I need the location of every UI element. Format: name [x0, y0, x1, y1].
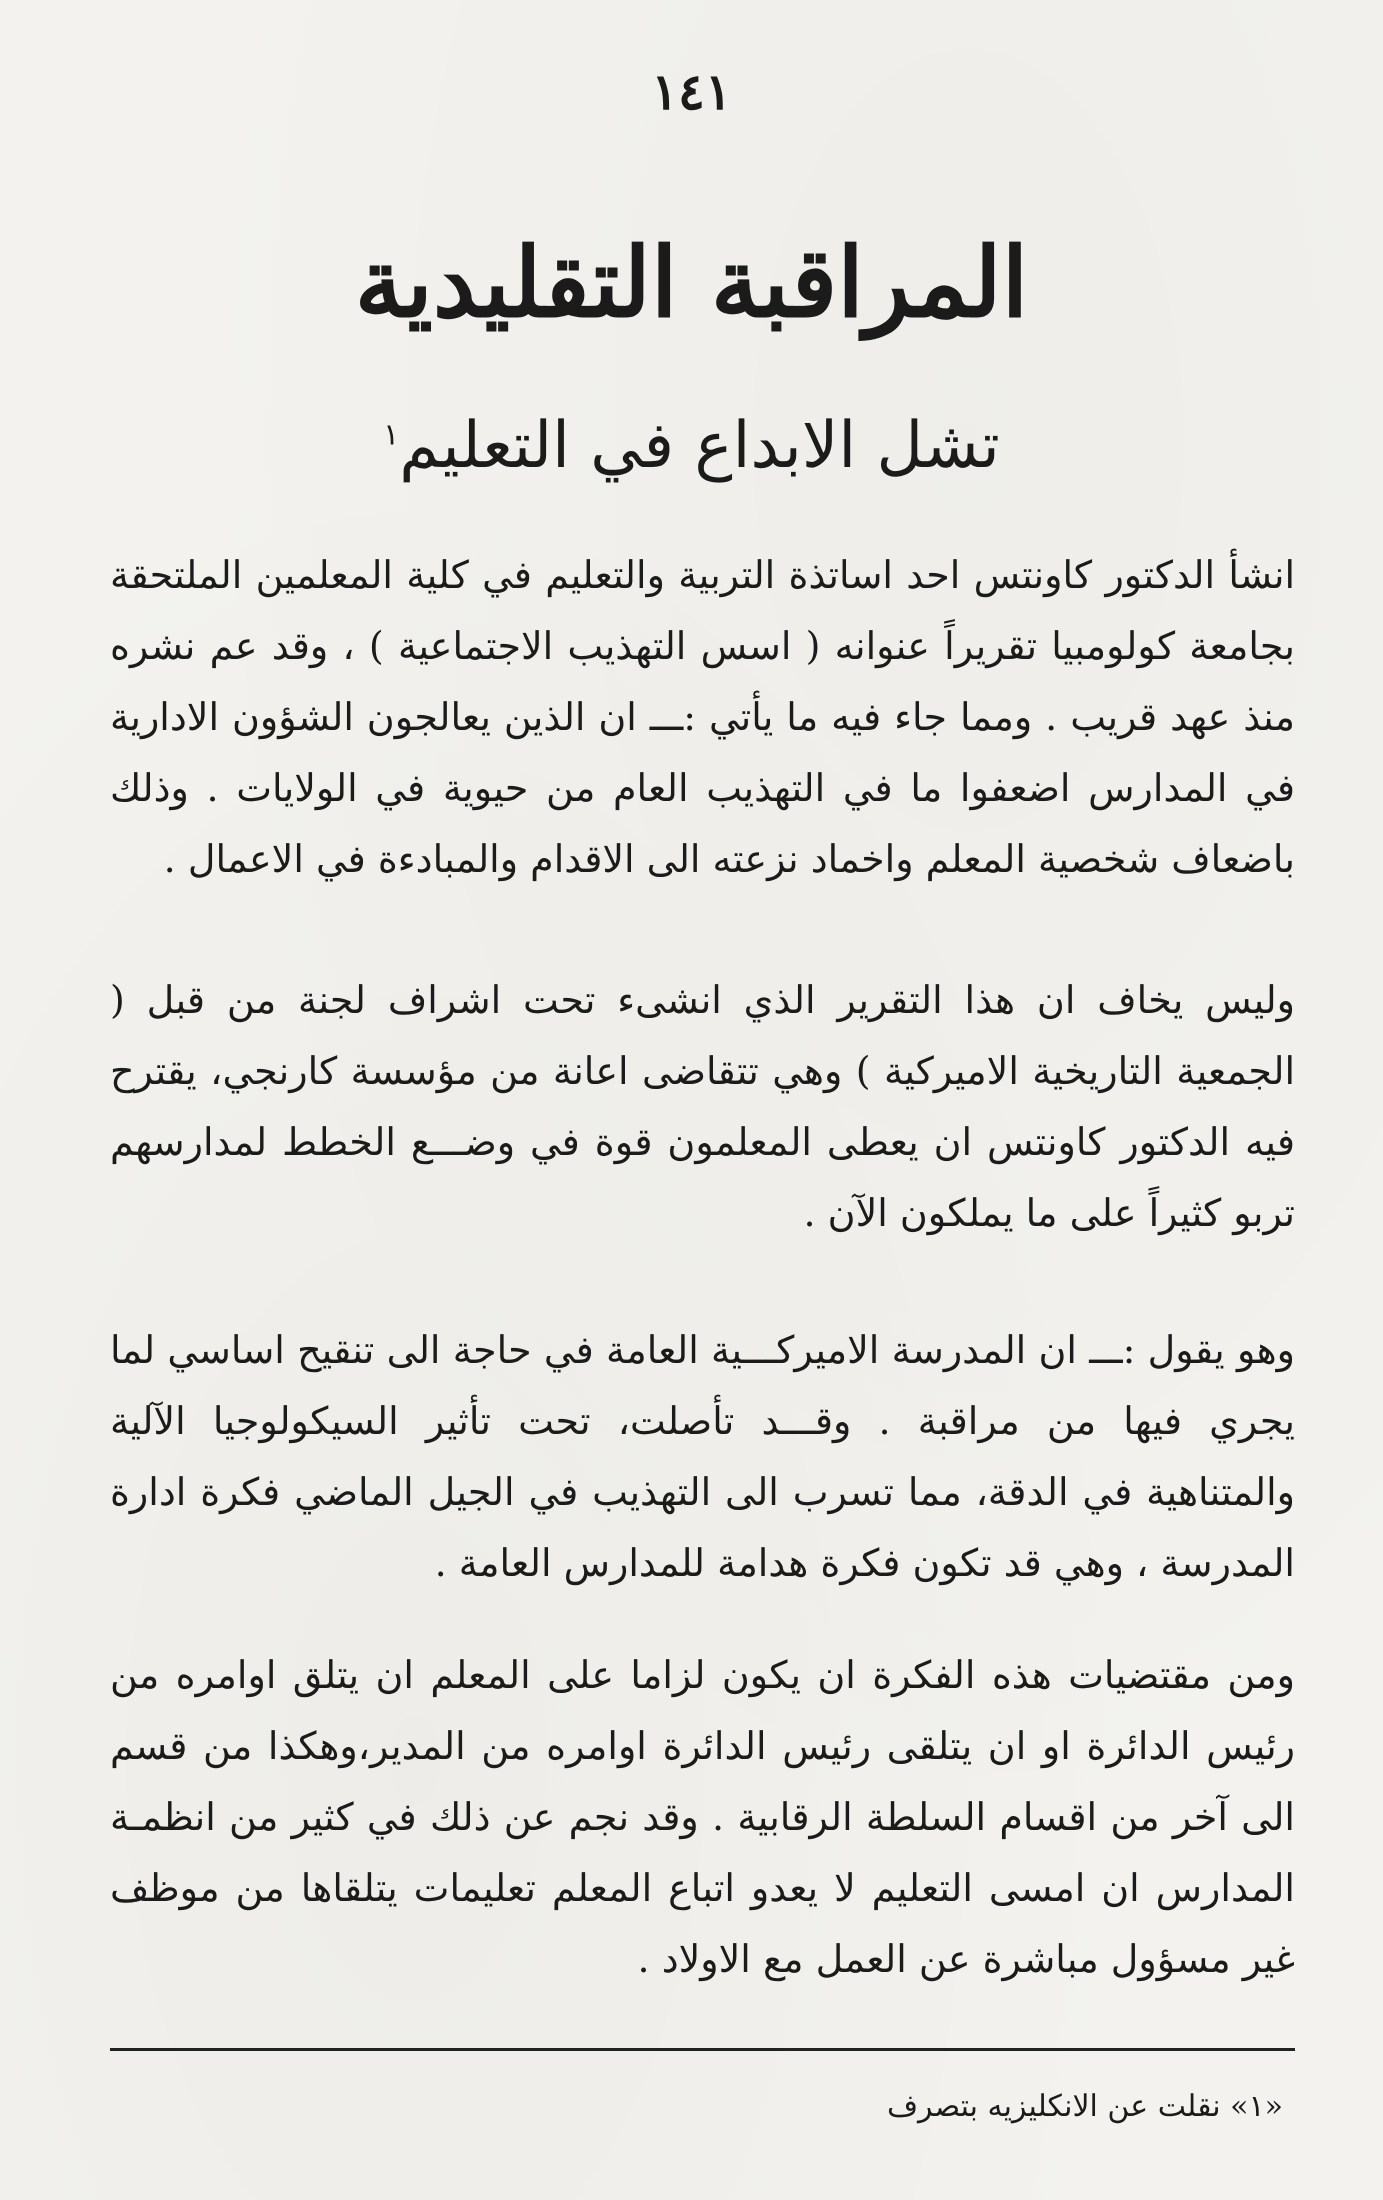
paragraph-4	[110, 1640, 1295, 1995]
paragraph-text: انشأ الدكتور كاونتس احد اساتذة التربية والتعليم في كلية المعلمين الملتحقة بجامعة كولومبيا تقريراً عنوانه ( اسس التهذيب الاجتماعية ) ، وقد عم نشره منذ عهد قريب . ومما جاء فيه ما يأتي :ـــ ان الذين يعالجون الشؤون الادارية في المدارس اضعفوا ما في التهذيب العام من حيوية في الولايات . وذلك باضعاف شخصية المعلم واخماد نزعته الى الاقدام والمبادءة في الاعمال .	[110, 553, 1295, 881]
footnote: «١» نقلت عن الانكليزيه بتصرف	[886, 2089, 1283, 2124]
footnote-marker: ١	[383, 417, 400, 453]
paragraph-text: وهو يقول :ـــ ان المدرسة الاميركـــية العامة في حاجة الى تنقيح اساسي لما يجري فيها من مراقبة . وقـــد تأصلت، تحت تأثير السيكولوجيا الآلية والمتناهية في الدقة، مما تسرب الى التهذيب في الجيل الماضي فكرة ادارة المدرسة ، وهي قد تكون فكرة هدامة للمدارس العامة .	[110, 1328, 1295, 1585]
page-number: ١٤١	[651, 62, 732, 121]
subtitle-text: تشل الابداع في التعليم	[399, 409, 1000, 483]
paragraph-1	[110, 540, 1295, 895]
paragraph-2	[110, 965, 1295, 1249]
page-title: المراقبة التقليدية	[354, 226, 1029, 339]
paragraph-text: ومن مقتضيات هذه الفكرة ان يكون لزاما على المعلم ان يتلق اوامره من رئيس الدائرة او ان يتلقى رئيس الدائرة اوامره من المدير،وهكذا من قسم الى آخر من اقسام السلطة الرقابية . وقد نجم عن ذلك في كثير من انظمـة المدارس ان امسى التعليم لا يعدو اتباع المعلم تعليمات يتلقاها من موظف غير مسؤول مباشرة عن العمل مع الاولاد .	[110, 1653, 1295, 1981]
paragraph-text: وليس يخاف ان هذا التقرير الذي انشىء تحت اشراف لجنة من قبل ( الجمعية التاريخية الاميركية ) وهي تتقاضى اعانة من مؤسسة كارنجي، يقترح فيه الدكتور كاونتس ان يعطى المعلمون قوة في وضـــع الخطط لمدارسهم تربو كثيراً على ما يملكون الآن .	[110, 978, 1295, 1235]
page-subtitle	[0, 405, 1383, 488]
footnote-divider	[110, 2048, 1295, 2051]
paragraph-3	[110, 1315, 1295, 1599]
